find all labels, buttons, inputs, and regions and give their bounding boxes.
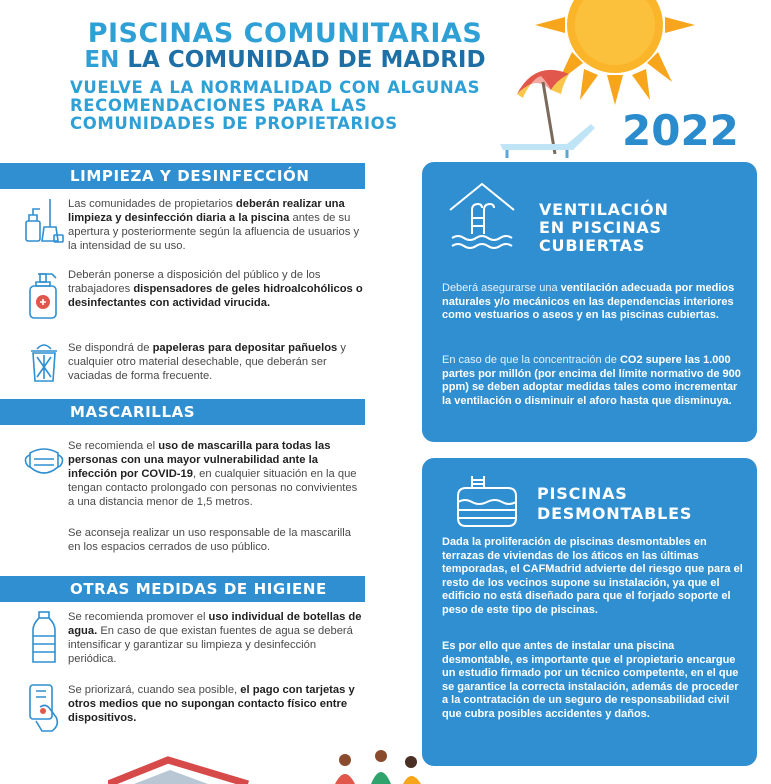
- main-title: PISCINAS COMUNITARIAS: [87, 18, 483, 49]
- list-item: [20, 197, 365, 253]
- item-text-bold: el pago con tarjetas y otros medios que no supongan contacto físico entre dispositivos.: [68, 684, 355, 724]
- item-text: y cualquier otro material desechable, que deberán ser vaciadas de forma frecuente.: [68, 342, 346, 382]
- list-item: [20, 268, 365, 320]
- section-header-mascarillas: MASCARILLAS: [0, 399, 365, 425]
- list-item: [20, 526, 365, 554]
- section-header-limpieza: LIMPIEZA Y DESINFECCIÓN: [0, 163, 365, 189]
- card-icon: [26, 683, 62, 733]
- list-item: [20, 341, 365, 385]
- item-text: Se aconseja realizar un uso responsable de la mascarilla en los espacios cerrados de uso público.: [68, 527, 351, 553]
- item-text: Se priorizará, cuando sea posible,: [68, 684, 241, 696]
- card-title-line: DESMONTABLES: [537, 504, 693, 523]
- card-desmontables: [422, 458, 757, 766]
- above-ground-pool-icon: [452, 474, 522, 528]
- card-title-line: EN PISCINAS: [539, 218, 662, 237]
- card-paragraph: [442, 282, 743, 323]
- item-text: , en cualquier situación en la que tengan contacto prolongado con personas no convivientes a una distancia menor de 1,5 metros.: [68, 468, 358, 508]
- card-text: En caso de que la concentración de: [442, 354, 620, 366]
- item-text: antes de su apertura y posteriormente según la afluencia de usuarios y la intensidad de su uso.: [68, 212, 360, 252]
- item-text: Se recomienda el: [68, 440, 159, 452]
- item-text-bold: deberán realizar una limpieza y desinfección diaria a la piscina: [68, 198, 345, 224]
- pool-house-icon: [446, 180, 518, 252]
- item-text-bold: dispensadores de geles hidroalcohólicos o desinfectantes con actividad virucida.: [68, 283, 363, 309]
- umbrella-icon: [495, 62, 605, 162]
- section-header-higiene: OTRAS MEDIDAS DE HIGIENE: [0, 576, 365, 602]
- card-paragraph: Es por ello que antes de instalar una piscina desmontable, es importante que el propietario encargue un estudio firmado por un técnico competente, en el que se garantice la correcta instalación, además de proceder a la contratación de un seguro de responsabilidad civil que cubra posibles accidentes y daños.: [442, 640, 739, 720]
- house-roof-illustration: [108, 756, 258, 784]
- card-title-line: VENTILACIÓN: [539, 200, 669, 219]
- item-text-bold: uso de mascarilla para todas las personas con una mayor vulnerabilidad ante la infección por COVID-19: [68, 440, 331, 480]
- cleaning-icon: [24, 197, 64, 247]
- list-item: [20, 683, 365, 733]
- item-text-bold: papeleras para depositar pañuelos: [152, 342, 338, 354]
- card-ventilacion: [422, 162, 757, 442]
- bin-icon: [27, 341, 61, 385]
- card-text-bold: ventilación adecuada por medios naturales y/o mecánicos en las dependencias interiores como vestuarios o aseos y en las piscinas cubiertas.: [442, 282, 735, 322]
- people-illustration: [325, 746, 425, 784]
- list-item: [20, 439, 365, 509]
- item-text-bold: uso individual de botellas de agua.: [68, 611, 362, 637]
- main-title-line2: [70, 47, 500, 73]
- item-text: Se recomienda promover el: [68, 611, 209, 623]
- subtitle: VUELVE A LA NORMALIDAD CON ALGUNAS RECOMENDACIONES PARA LAS COMUNIDADES DE PROPIETARIOS: [70, 78, 481, 133]
- card-title-line: CUBIERTAS: [539, 236, 646, 255]
- card-text: Deberá asegurarse una: [442, 282, 561, 294]
- card-paragraph: Dada la proliferación de piscinas desmontables en terrazas de viviendas de los áticos en las últimas temporadas, el CAFMadrid advierte del riesgo que para el resto de los vecinos supone su instalación, ya que el edificio no está diseñado para que el forjado soporte el peso de este tipo de piscinas.: [442, 536, 743, 616]
- mask-icon: [22, 439, 66, 483]
- card-paragraph: [442, 354, 743, 408]
- item-text: En caso de que existan fuentes de agua se deberá intensificar y garantizar su limpieza y desinfección periódica.: [68, 625, 353, 665]
- title-prefix: EN: [84, 47, 120, 73]
- title-region: LA COMUNIDAD DE MADRID: [127, 47, 486, 73]
- card-title-line: PISCINAS: [537, 484, 628, 503]
- year: 2022: [622, 106, 739, 155]
- card-text-bold: CO2 supere las 1.000 partes por millón (por encima del límite normativo de 900 ppm) se deben adoptar medidas tales como incrementar la ventilación o disminuir el aforo hasta que disminuya.: [442, 354, 741, 407]
- item-text: Las comunidades de propietarios: [68, 198, 236, 210]
- item-text: Deberán ponerse a disposición del público y de los trabajadores: [68, 269, 321, 295]
- sanitizer-icon: [26, 268, 62, 320]
- list-item: [20, 610, 365, 666]
- item-text: Se dispondrá de: [68, 342, 153, 354]
- bottle-icon: [29, 610, 59, 666]
